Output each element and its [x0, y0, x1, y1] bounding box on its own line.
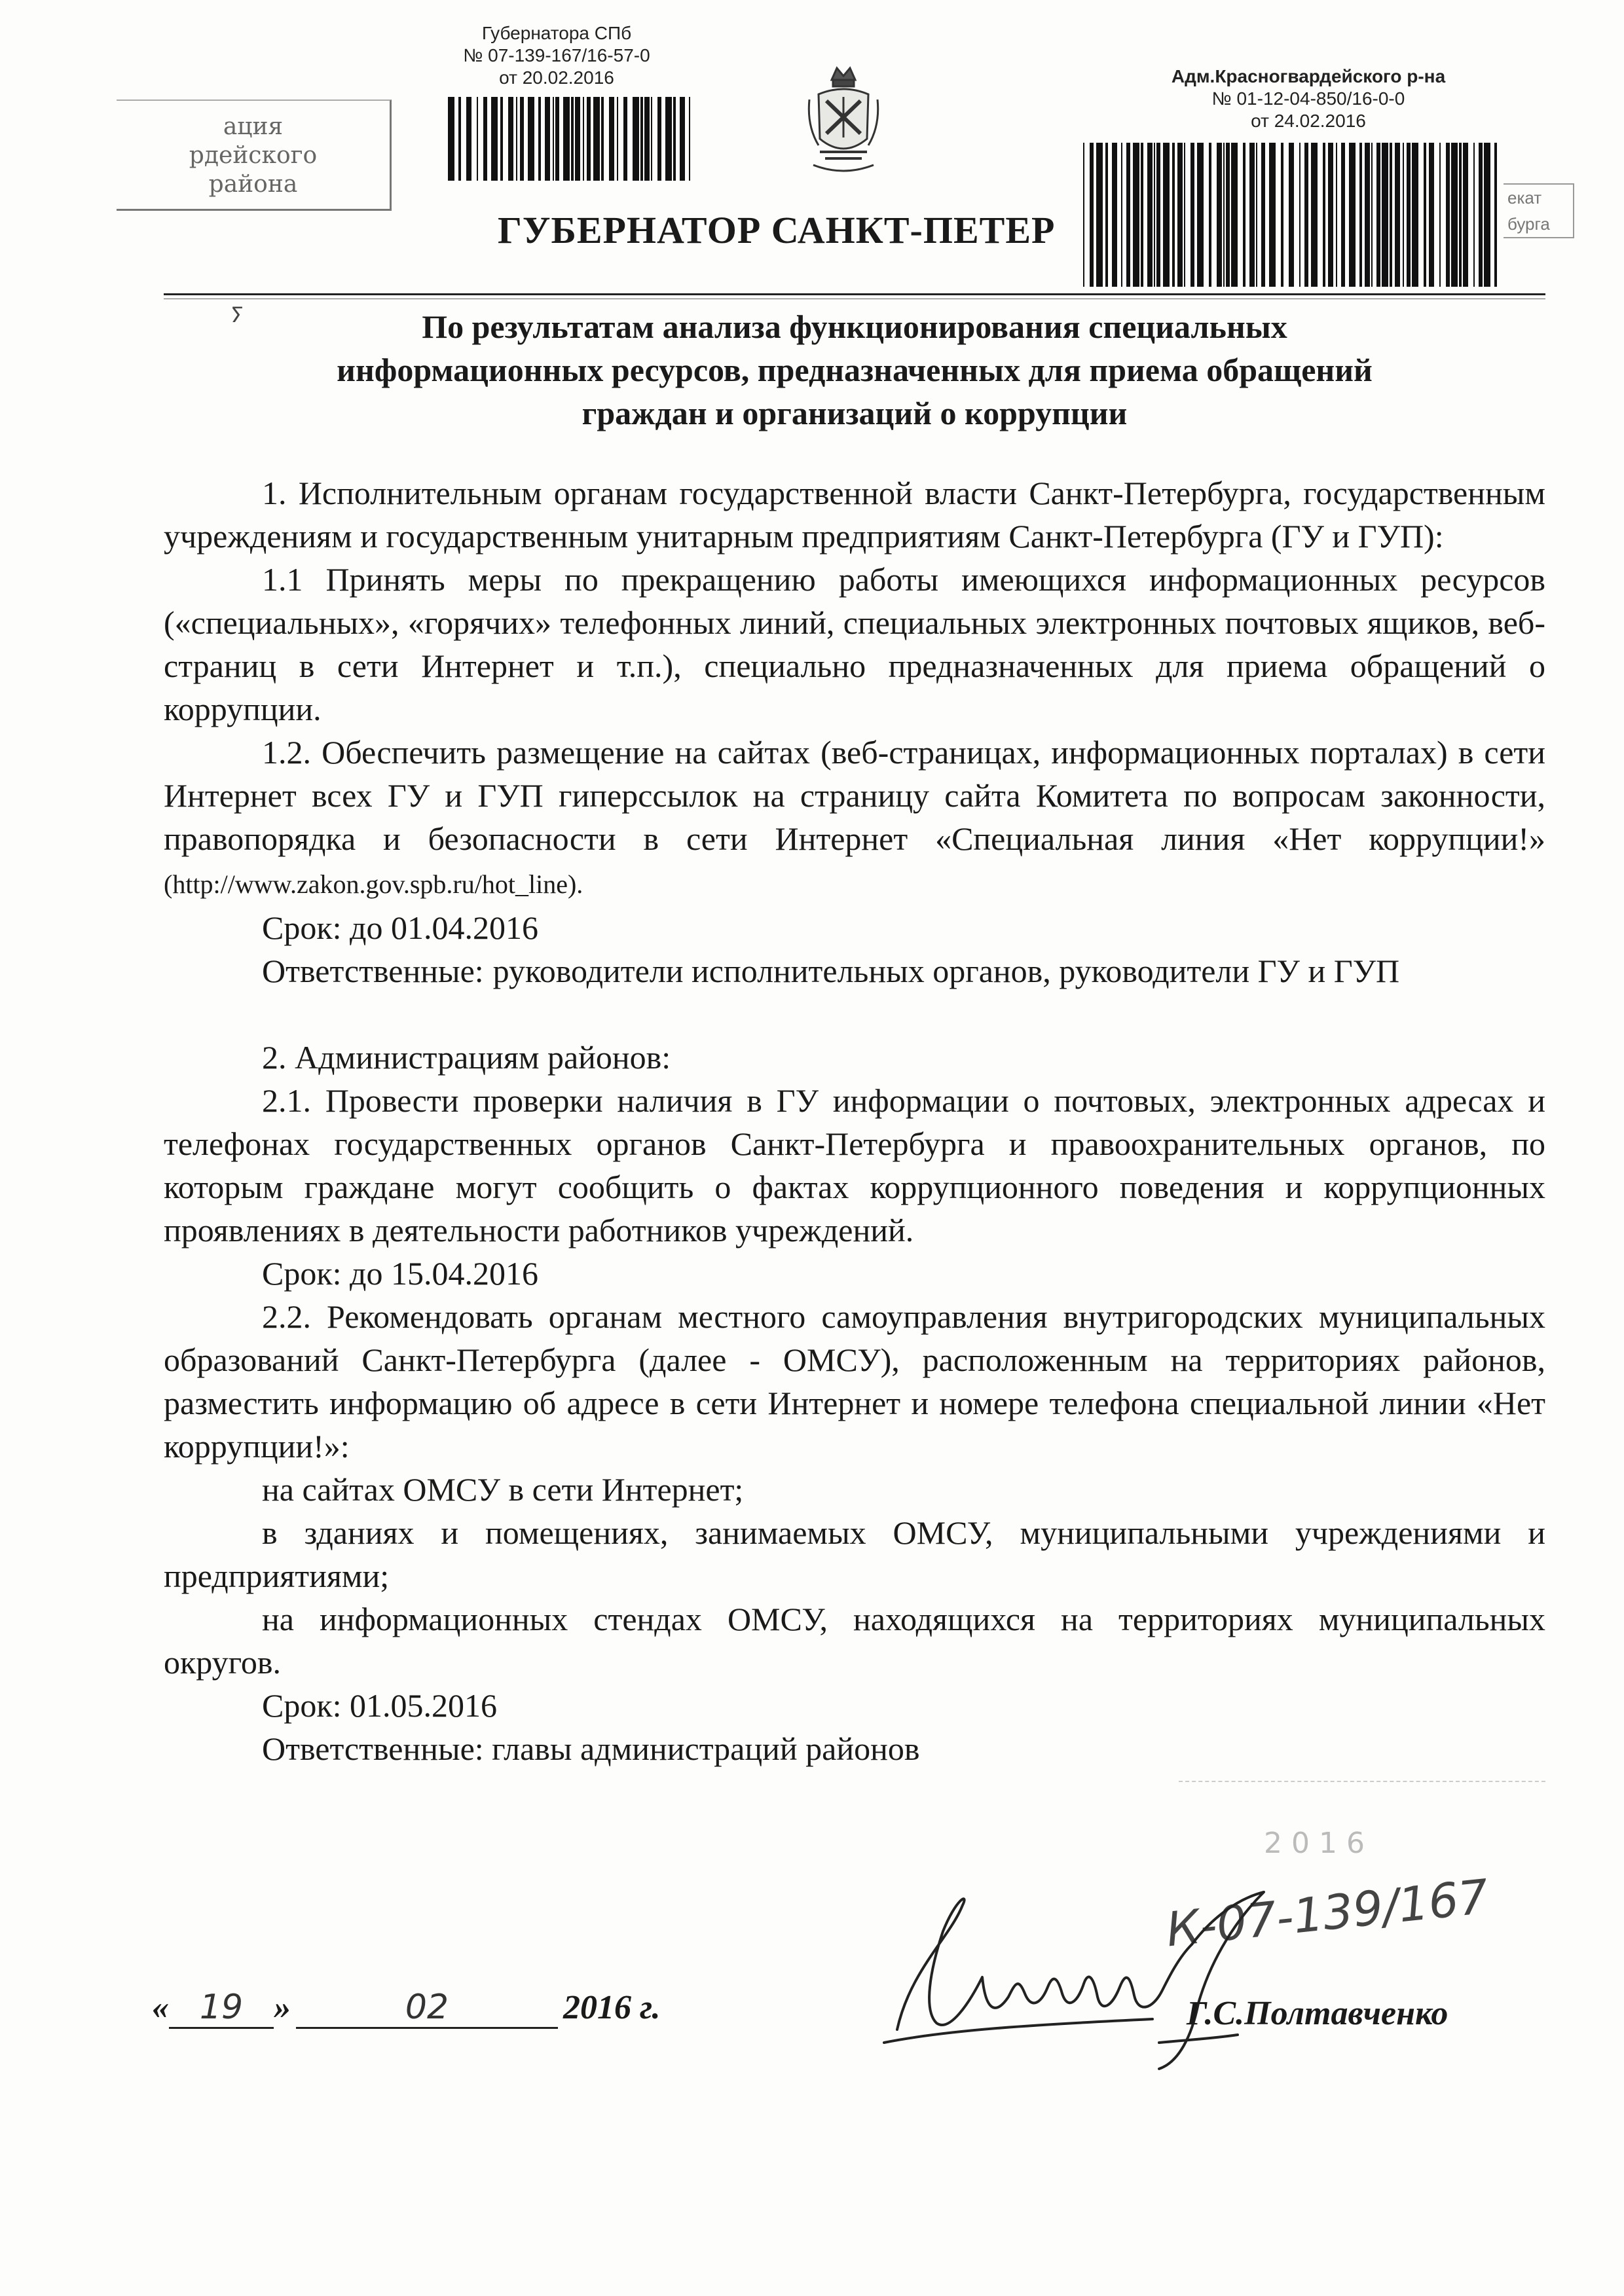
barcode-bar [644, 97, 650, 181]
barcode-bar [587, 97, 591, 181]
barcode-bar [520, 97, 524, 181]
barcode-bar [680, 97, 685, 181]
barcode-bar [508, 97, 513, 181]
barcode-bar [1459, 143, 1462, 287]
district-registry-stamp [117, 100, 392, 211]
barcode-bar [1177, 143, 1183, 287]
barcode-bar [593, 97, 600, 181]
barcode-bar [1121, 143, 1122, 287]
barcode-bar [1261, 143, 1265, 287]
item-1-2-url: (http://www.zakon.gov.spb.ru/hot_line). [164, 869, 583, 899]
barcode-bar [1223, 143, 1225, 287]
barcode-bar [528, 97, 534, 181]
barcode-bar [538, 97, 541, 181]
sub-item-c: на информационных стендах ОМСУ, находящихся на территориях муниципальных округов. [164, 1601, 1545, 1681]
barcode-bar [1083, 143, 1084, 287]
barcode-bar [1451, 143, 1458, 287]
item-2-1: 2.1. Провести проверки наличия в ГУ информации о почтовых, электронных адресах и телефонах государственных органов Санкт-Петербурга и правоохранительных органов, по которым граждане могут сообщить о фактах коррупционного поведения и коррупционных проявлениях в деятельности работников учреждений. [164, 1082, 1545, 1248]
item-2-2: 2.2. Рекомендовать органам местного самоуправления внутригородских муниципальных образований Санкт-Петербурга (далее - ОМСУ), расположенным на территориях районов, разместить информацию об адресе в сети Интернет и номере телефона специальной линии «Нет коррупции!»: [164, 1298, 1545, 1465]
governor-registration-stamp [419, 22, 694, 89]
barcode-bar [1407, 143, 1411, 287]
barcode-bar [1163, 143, 1170, 287]
barcode-bar [1429, 143, 1434, 287]
barcode-bar [640, 97, 643, 181]
header-rule [164, 293, 1545, 295]
barcode-bar [1226, 143, 1230, 287]
title-line-1: По результатам анализа функционирования специальных [422, 308, 1287, 345]
barcode-bar [1349, 143, 1356, 287]
barcode-bar [1096, 143, 1103, 287]
barcode-bar [553, 97, 554, 181]
responsible-2: Ответственные: главы администраций районов [262, 1730, 920, 1767]
barcode-bar [1249, 143, 1255, 287]
barcode-bar [633, 97, 639, 181]
barcode-bar [448, 97, 454, 181]
right-stamp-line-1: екат [1507, 188, 1542, 208]
barcode-bar [1484, 143, 1490, 287]
title-line-3: граждан и организаций о коррупции [581, 395, 1128, 431]
barcode-bar [1269, 143, 1276, 287]
responsible-1-label: Ответственные: [262, 953, 484, 989]
barcode-bar [1154, 143, 1155, 287]
item-1-2 [164, 731, 1545, 906]
reg-stamp-line-2: рдейского [189, 142, 318, 169]
barcode-left [448, 97, 692, 181]
barcode-bar [1371, 143, 1373, 287]
document-heading: ГУБЕРНАТОР САНКТ-ПЕТЕР [498, 209, 1056, 251]
deadline-1: Срок: до 01.04.2016 [262, 909, 538, 946]
barcode-bar [1494, 143, 1497, 287]
barcode-bar [1439, 143, 1441, 287]
barcode-bar [1395, 143, 1400, 287]
responsible-1-value: руководители исполнительных органов, руководители ГУ и ГУП [492, 953, 1400, 989]
barcode-bar [1479, 143, 1483, 287]
barcode-bar [483, 97, 487, 181]
barcode-bar [1217, 143, 1222, 287]
barcode-bar [1197, 143, 1204, 287]
barcode-bar [466, 97, 471, 181]
barcode-bar [1341, 143, 1345, 287]
barcode-bar [601, 97, 604, 181]
right-stamp-fragment [1504, 183, 1574, 238]
barcode-bar [651, 97, 652, 181]
barcode-bar [665, 97, 672, 181]
date-month: 02 [296, 1988, 558, 2029]
item-1-2-text: 1.2. Обеспечить размещение на сайтах (веб-страницах, информационных порталах) в сети Интернет всех ГУ и ГУП гиперссылок на страницу сайта Комитета по вопросам законности, правопорядка и безопасности в сети Интернет «Специальная линия «Нет коррупции!» [164, 734, 1545, 857]
barcode-bar [1446, 143, 1450, 287]
barcode-bar [617, 97, 618, 181]
stamp-r-line-3: от 24.02.2016 [1251, 111, 1366, 131]
margin-mark: ⵢ [231, 303, 244, 327]
deadline-2-1: Срок: до 15.04.2016 [262, 1255, 538, 1292]
barcode-bar [609, 97, 614, 181]
barcode-bar [1376, 143, 1380, 287]
barcode-bar [555, 97, 559, 181]
barcode-bar [1289, 143, 1294, 287]
reg-stamp-line-1: ация [223, 113, 284, 140]
barcode-bar [1424, 143, 1426, 287]
barcode-bar [1209, 143, 1211, 287]
barcode-bar [1147, 143, 1153, 287]
barcode-bar [583, 97, 584, 181]
barcode-bar [1359, 143, 1362, 287]
barcode-bar [1281, 143, 1283, 287]
barcode-bar [1473, 143, 1475, 287]
barcode-bar [1336, 143, 1337, 287]
barcode-bar [1156, 143, 1160, 287]
barcode-bar [477, 97, 478, 181]
barcode-bar [1311, 143, 1318, 287]
date-close-quote: » [274, 1989, 291, 2026]
barcode-bar [1231, 143, 1238, 287]
barcode-bar [1256, 143, 1257, 287]
date-open-quote: « [152, 1989, 169, 2026]
barcode-bar [1463, 143, 1468, 287]
barcode-bar [563, 97, 570, 181]
sub-item-a: на сайтах ОМСУ в сети Интернет; [262, 1471, 744, 1508]
barcode-bar [1403, 143, 1404, 287]
barcode-bar [1382, 143, 1388, 287]
barcode-bar [1133, 143, 1139, 287]
handwritten-control-number: К-07-139/167 [1163, 1868, 1491, 1958]
coat-of-arms-icon [805, 60, 881, 178]
barcode-bar [1304, 143, 1308, 287]
date-day: 19 [169, 1988, 274, 2029]
sub-item-b: в зданиях и помещениях, занимаемых ОМСУ, муниципальными учреждениями и предприятиями; [164, 1514, 1545, 1594]
document-title [164, 305, 1545, 435]
barcode-bar [673, 97, 676, 181]
signing-date [152, 1988, 661, 2029]
barcode-bar [491, 97, 498, 181]
barcode-bar [1184, 143, 1185, 287]
barcode-bar [1126, 143, 1130, 287]
section-2-text: 2. Администрациям районов: [262, 1039, 671, 1076]
section-1-text: 1. Исполнительным органам государственной власти Санкт-Петербурга, государственным учреждениям и государственным унитарным предприятиям Санкт-Петербурга (ГУ и ГУП): [164, 475, 1545, 555]
barcode-bar [516, 97, 517, 181]
barcode-bar [657, 97, 661, 181]
district-admin-stamp [1092, 65, 1524, 132]
document-body [164, 471, 1545, 1770]
handwritten-signature [871, 1879, 1329, 2075]
barcode-bar [575, 97, 580, 181]
stamp-line-1: Губернатора СПб [481, 23, 632, 43]
stamp-r-line-2: № 01-12-04-850/16-0-0 [1211, 88, 1405, 109]
barcode-bar [623, 97, 627, 181]
barcode-bar [1090, 143, 1094, 287]
barcode-bar [1412, 143, 1418, 287]
barcode-bar [458, 97, 461, 181]
reg-stamp-line-3: района [208, 171, 298, 198]
responsible-1 [164, 949, 1545, 993]
barcode-bar [1172, 143, 1175, 287]
stamp-line-3: от 20.02.2016 [499, 67, 614, 88]
barcode-bar [571, 97, 574, 181]
item-1-1: 1.1 Принять меры по прекращению работы имеющихся информационных ресурсов («специальных», «горячих» телефонных линий, специальных электронных почтовых ящиков, веб-страниц в сети Интернет и т.п.), специально предназначенных для приема обращений о коррупции. [164, 561, 1545, 727]
barcode-right [1083, 143, 1502, 287]
barcode-bar [1390, 143, 1392, 287]
barcode-bar [1365, 143, 1370, 287]
stamp-r-line-1: Адм.Красногвардейского р-на [1171, 66, 1446, 86]
barcode-bar [1299, 143, 1301, 287]
barcode-bar [1243, 143, 1246, 287]
barcode-bar [545, 97, 550, 181]
date-year: 2016 г. [563, 1989, 661, 2026]
barcode-bar [1141, 143, 1143, 287]
stamp-line-2: № 07-139-167/16-57-0 [463, 45, 650, 65]
barcode-bar [1190, 143, 1194, 287]
faint-control-stamp [1179, 1781, 1545, 1815]
barcode-bar [500, 97, 503, 181]
barcode-bar [1105, 143, 1108, 287]
deadline-2-2: Срок: 01.05.2016 [262, 1687, 498, 1724]
title-line-2: информационных ресурсов, предназначенных для приема обращений [337, 352, 1373, 388]
right-stamp-line-2: бурга [1507, 214, 1550, 234]
barcode-bar [1328, 143, 1333, 287]
signer-name: Г.С.Полтавченко [1187, 1995, 1449, 2032]
barcode-bar [689, 97, 690, 181]
barcode-bar [1112, 143, 1117, 287]
barcode-bar [1323, 143, 1325, 287]
faint-year-mark: 2016 [1264, 1827, 1374, 1860]
